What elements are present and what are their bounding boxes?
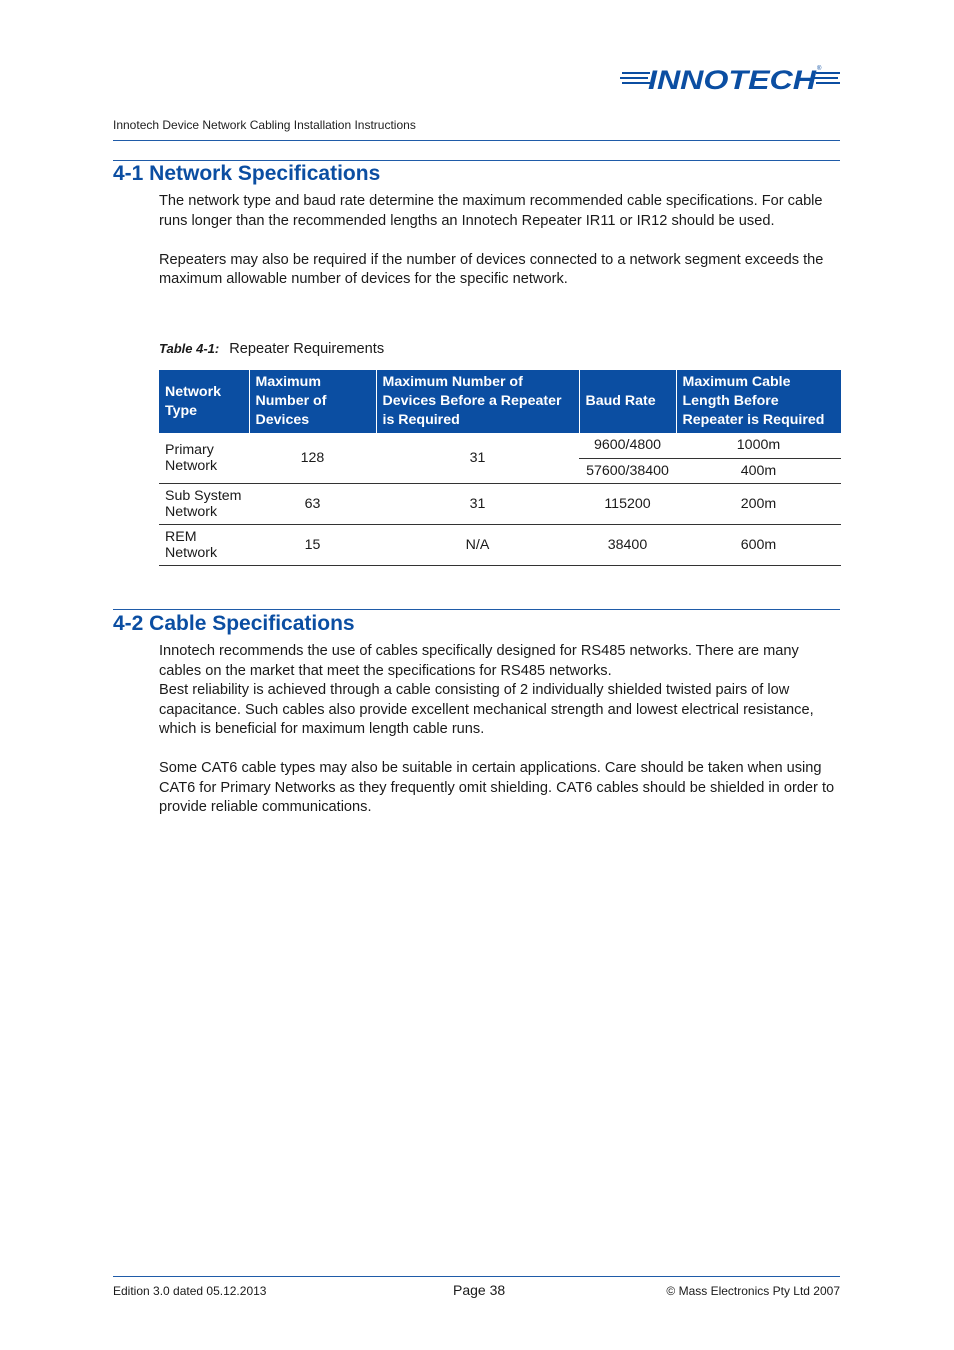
- column-header: Maximum Number of Devices Before a Repeater is Required: [376, 370, 579, 433]
- before-repeater-cell: 31: [376, 433, 579, 483]
- cable-length-cell: 400m: [676, 458, 841, 483]
- cable-length-cell: 1000m: [676, 433, 841, 458]
- baud-rate-cell: 57600/38400: [579, 458, 676, 483]
- footer-rule: [113, 1276, 840, 1277]
- innotech-logo: [620, 62, 842, 96]
- column-header: Baud Rate: [579, 370, 676, 433]
- table-header-row: [159, 370, 841, 433]
- cable-length-cell: 600m: [676, 524, 841, 565]
- max-devices-cell: 63: [249, 483, 376, 524]
- table-caption-label: Table 4-1:: [159, 341, 220, 356]
- paragraph: The network type and baud rate determine the maximum recommended cable specifications. For cable runs longer than the recommended lengths an Innotech Repeater IR11 or IR12 should be used.: [159, 193, 823, 229]
- section1-body: [159, 192, 843, 290]
- footer-copyright: © Mass Electronics Pty Ltd 2007: [666, 1284, 840, 1298]
- section1-rule: [113, 160, 840, 161]
- section2-rule: [113, 609, 840, 610]
- table-caption-text: Repeater Requirements: [229, 341, 385, 357]
- paragraph: Repeaters may also be required if the number of devices connected to a network segment exceeds the maximum allowable number of devices for the specific network.: [159, 251, 824, 287]
- logo-wordmark: INNOTECH: [648, 65, 817, 95]
- footer-edition: Edition 3.0 dated 05.12.2013: [113, 1284, 267, 1298]
- column-header: Maximum Cable Length Before Repeater is Required: [676, 370, 841, 433]
- baud-rate-cell: 9600/4800: [579, 433, 676, 458]
- section1-heading: 4-1 Network Specifications: [113, 162, 381, 185]
- cable-length-cell: 200m: [676, 483, 841, 524]
- section2-heading: 4-2 Cable Specifications: [113, 612, 355, 635]
- table-row: [159, 524, 841, 565]
- repeater-requirements-table: [159, 370, 841, 566]
- column-header: Maximum Number of Devices: [249, 370, 376, 433]
- before-repeater-cell: 31: [376, 483, 579, 524]
- document-title: Innotech Device Network Cabling Installation Instructions: [113, 118, 416, 132]
- max-devices-cell: 128: [249, 433, 376, 483]
- paragraph: Best reliability is achieved through a cable consisting of 2 individually shielded twisted pairs of low capacitance. Such cables also provide excellent mechanical strength and lowest electrical resistance, which is beneficial for maximum length cable runs.: [159, 682, 814, 737]
- table-row: [159, 433, 841, 458]
- max-devices-cell: 15: [249, 524, 376, 565]
- network-type-cell: REM Network: [159, 524, 249, 565]
- svg-text:®: ®: [817, 66, 822, 72]
- paragraph: Some CAT6 cable types may also be suitable in certain applications. Care should be taken when using CAT6 for Primary Networks as they frequently omit shielding. CAT6 cables should be shielded in order to provide reliable communications.: [159, 760, 835, 815]
- column-header: Network Type: [159, 370, 249, 433]
- baud-rate-cell: 115200: [579, 483, 676, 524]
- network-type-cell: Sub System Network: [159, 483, 249, 524]
- baud-rate-cell: 38400: [579, 524, 676, 565]
- page-number: Page 38: [453, 1282, 506, 1298]
- header-rule: [113, 140, 840, 141]
- network-type-cell: Primary Network: [159, 433, 249, 483]
- before-repeater-cell: N/A: [376, 524, 579, 565]
- table-caption: [159, 341, 384, 357]
- paragraph: Innotech recommends the use of cables specifically designed for RS485 networks. There are many cables on the market that meet the specifications for RS485 networks.: [159, 643, 799, 679]
- section2-body: [159, 642, 843, 818]
- table-row: [159, 483, 841, 524]
